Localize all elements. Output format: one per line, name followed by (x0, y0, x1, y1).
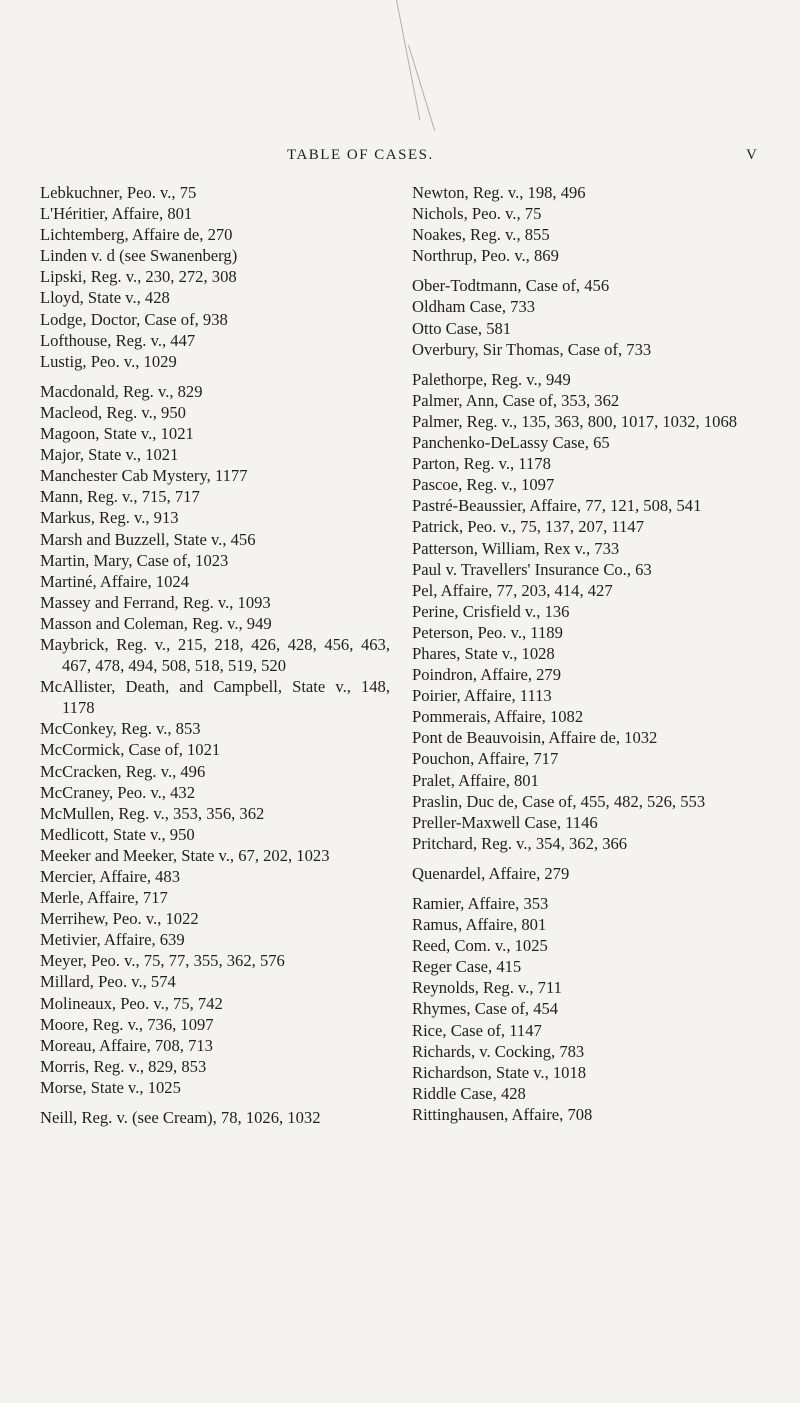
index-entry: Lipski, Reg. v., 230, 272, 308 (40, 267, 237, 287)
index-entry: Reynolds, Reg. v., 711 (412, 978, 562, 998)
header-title: TABLE OF CASES. (287, 147, 434, 163)
index-entry: L'Héritier, Affaire, 801 (40, 204, 193, 224)
index-entry: Oldham Case, 733 (412, 297, 536, 317)
index-entry: Noakes, Reg. v., 855 (412, 225, 550, 245)
index-entry: Rice, Case of, 1147 (412, 1020, 542, 1040)
index-entry: Pouchon, Affaire, 717 (412, 749, 559, 769)
index-entry: Ramus, Affaire, 801 (412, 915, 547, 935)
index-entry: Richardson, State v., 1018 (412, 1062, 587, 1082)
index-entry: Medlicott, State v., 950 (40, 824, 195, 844)
index-entry: McCormick, Case of, 1021 (40, 740, 221, 760)
index-entry: Peterson, Peo. v., 1189 (412, 622, 563, 642)
index-entry: Patrick, Peo. v., 75, 137, 207, 1147 (412, 517, 644, 537)
index-entry: Moore, Reg. v., 736, 1097 (40, 1014, 214, 1034)
index-entry: Marsh and Buzzell, State v., 456 (40, 529, 256, 549)
index-entry: Lloyd, State v., 428 (40, 288, 170, 308)
index-entry: Phares, State v., 1028 (412, 643, 555, 663)
index-entry: Northrup, Peo. v., 869 (412, 246, 559, 266)
index-entry: Quenardel, Affaire, 279 (412, 863, 570, 883)
index-column-right (412, 182, 768, 1125)
index-entry: Pel, Affaire, 77, 203, 414, 427 (412, 580, 613, 600)
index-entry: Moreau, Affaire, 708, 713 (40, 1035, 213, 1055)
index-entry: Riddle Case, 428 (412, 1083, 526, 1103)
index-entry: Praslin, Duc de, Case of, 455, 482, 526, 553 (412, 791, 706, 811)
index-entry: Millard, Peo. v., 574 (40, 972, 176, 992)
index-entry: Neill, Reg. v. (see Cream), 78, 1026, 1032 (40, 1108, 321, 1128)
index-entry: McConkey, Reg. v., 853 (40, 719, 201, 739)
index-entry: Morse, State v., 1025 (40, 1077, 181, 1097)
index-entry: Meyer, Peo. v., 75, 77, 355, 362, 576 (40, 951, 285, 971)
index-entry: Pralet, Affaire, 801 (412, 770, 539, 790)
index-entry: Lebkuchner, Peo. v., 75 (40, 183, 197, 202)
crease-line (396, 0, 420, 120)
page-number: V (746, 147, 759, 163)
index-entry: Preller-Maxwell Case, 1146 (412, 812, 598, 832)
index-entry: Ober-Todtmann, Case of, 456 (412, 276, 610, 296)
index-entry: Rittinghausen, Affaire, 708 (412, 1104, 593, 1124)
index-entry: Pritchard, Reg. v., 354, 362, 366 (412, 833, 628, 853)
index-entry: Pascoe, Reg. v., 1097 (412, 475, 555, 495)
index-entry: McAllister, Death, and Campbell, State v., 148, 1178 (40, 677, 395, 718)
index-entry: Pommerais, Affaire, 1082 (412, 707, 584, 727)
index-entry: Martiné, Affaire, 1024 (40, 571, 189, 591)
index-entry: Paul v. Travellers' Insurance Co., 63 (412, 559, 652, 579)
index-entry: Molineaux, Peo. v., 75, 742 (40, 993, 223, 1013)
index-entry: Merle, Affaire, 717 (40, 888, 168, 908)
index-entry: Richards, v. Cocking, 783 (412, 1041, 585, 1061)
index-entry: Poindron, Affaire, 279 (412, 665, 562, 685)
index-entry: Meeker and Meeker, State v., 67, 202, 1023 (40, 845, 330, 865)
index-entry: Palmer, Reg. v., 135, 363, 800, 1017, 1032, 1068 (412, 411, 738, 431)
index-entry: Rhymes, Case of, 454 (412, 999, 559, 1019)
index-entry: Lichtemberg, Affaire de, 270 (40, 225, 233, 245)
index-entry: Masson and Coleman, Reg. v., 949 (40, 613, 272, 633)
index-entry: Parton, Reg. v., 1178 (412, 454, 551, 474)
index-entry: Palmer, Ann, Case of, 353, 362 (412, 390, 620, 410)
index-entry: Massey and Ferrand, Reg. v., 1093 (40, 592, 271, 612)
index-entry: Maybrick, Reg. v., 215, 218, 426, 428, 456, 463, 467, 478, 494, 508, 518, 519, 520 (40, 634, 395, 676)
index-entry: Lofthouse, Reg. v., 447 (40, 330, 196, 350)
index-entry: Markus, Reg. v., 913 (40, 508, 179, 528)
index-entry: McCracken, Reg. v., 496 (40, 761, 206, 781)
index-entry: Martin, Mary, Case of, 1023 (40, 550, 229, 570)
index-entry: Reed, Com. v., 1025 (412, 936, 548, 956)
index-entry: Mercier, Affaire, 483 (40, 867, 181, 886)
index-column-left (40, 182, 395, 1128)
index-entry: Lustig, Peo. v., 1029 (40, 351, 177, 371)
index-entry: Ramier, Affaire, 353 (412, 894, 549, 913)
index-entry: Lodge, Doctor, Case of, 938 (40, 309, 228, 329)
index-entry: Macdonald, Reg. v., 829 (40, 381, 203, 401)
index-entry: Overbury, Sir Thomas, Case of, 733 (412, 339, 652, 359)
index-entry: Nichols, Peo. v., 75 (412, 204, 542, 224)
index-entry: Magoon, State v., 1021 (40, 424, 194, 444)
index-entry: Otto Case, 581 (412, 318, 512, 338)
index-entry: Newton, Reg. v., 198, 496 (412, 183, 586, 202)
index-entry: Pastré-Beaussier, Affaire, 77, 121, 508, 541 (412, 496, 702, 516)
index-entry: Linden v. d (see Swanenberg) (40, 246, 238, 266)
running-header (0, 147, 800, 167)
index-entry: Pont de Beauvoisin, Affaire de, 1032 (412, 728, 658, 748)
index-entry: McMullen, Reg. v., 353, 356, 362 (40, 803, 265, 823)
index-entry: Perine, Crisfield v., 136 (412, 601, 570, 621)
index-entry: Palethorpe, Reg. v., 949 (412, 369, 571, 389)
index-entry: Macleod, Reg. v., 950 (40, 402, 186, 422)
index-entry: Metivier, Affaire, 639 (40, 930, 185, 950)
index-entry: Panchenko-DeLassy Case, 65 (412, 433, 610, 453)
index-entry: Manchester Cab Mystery, 1177 (40, 466, 248, 486)
index-entry: Morris, Reg. v., 829, 853 (40, 1056, 207, 1076)
index-entry: Mann, Reg. v., 715, 717 (40, 487, 200, 507)
index-entry: Poirier, Affaire, 1113 (412, 686, 552, 706)
index-entry: Merrihew, Peo. v., 1022 (40, 909, 199, 929)
index-entry: Reger Case, 415 (412, 957, 522, 977)
index-entry: McCraney, Peo. v., 432 (40, 782, 195, 802)
index-entry: Major, State v., 1021 (40, 445, 179, 465)
index-entry: Patterson, William, Rex v., 733 (412, 538, 620, 558)
